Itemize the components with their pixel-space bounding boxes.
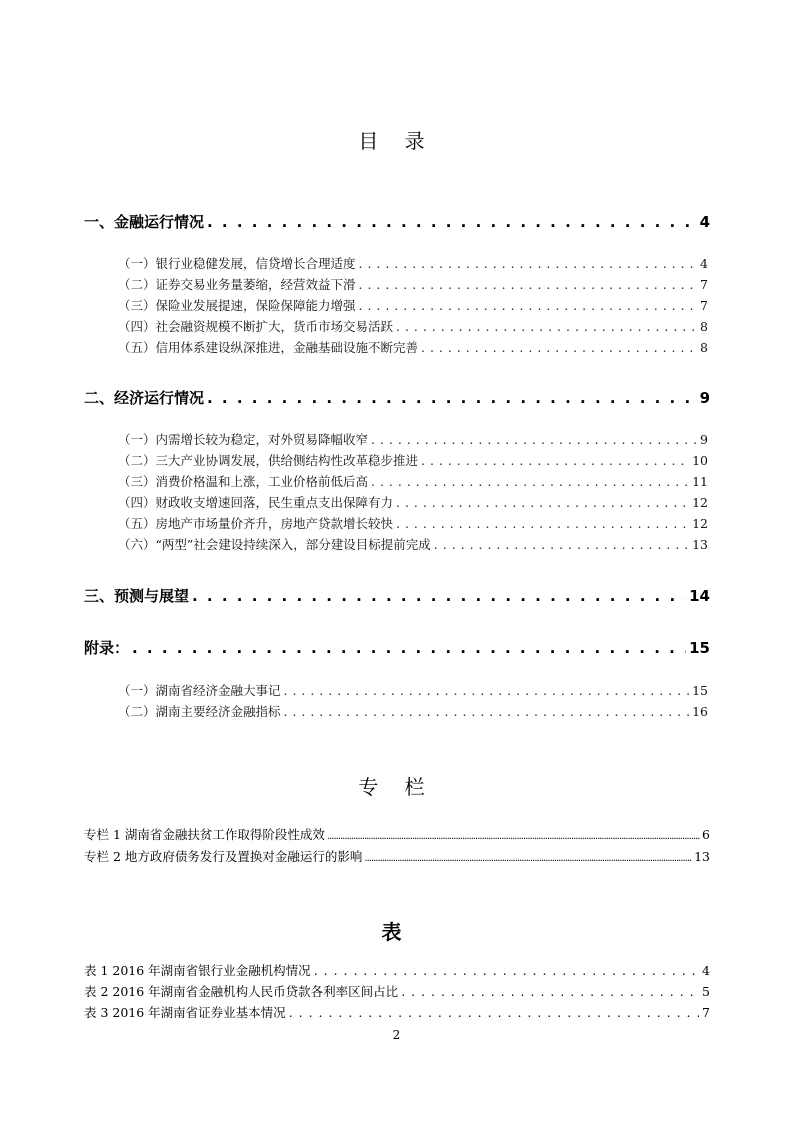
toc-section-finance[interactable]: [84, 211, 710, 231]
dot-leader: [359, 256, 698, 271]
dot-leader: [421, 453, 689, 468]
toc-item[interactable]: [118, 275, 708, 293]
section-title: 一、金融运行情况: [84, 213, 205, 231]
item-title: （三）消费价格温和上涨，工业价格前低后高: [118, 474, 369, 489]
page-number: 2: [392, 1028, 401, 1042]
item-page: 7: [700, 298, 708, 313]
dot-leader: [284, 704, 690, 719]
toc-item[interactable]: [118, 451, 708, 469]
dot-leader: [327, 827, 700, 842]
item-page: 8: [700, 340, 708, 355]
toc-item[interactable]: [118, 514, 708, 532]
item-page: 12: [692, 495, 708, 510]
item-page: 11: [692, 474, 708, 489]
dot-leader: [284, 683, 690, 698]
toc-item[interactable]: [118, 430, 708, 448]
column-entry[interactable]: [84, 847, 710, 865]
table-entry[interactable]: [84, 982, 710, 1000]
dot-leader: [359, 277, 698, 292]
toc-section-appendix[interactable]: [84, 637, 710, 657]
dot-leader: [289, 1005, 699, 1020]
dot-leader: [371, 432, 697, 447]
section-page: 14: [689, 587, 710, 605]
toc-item[interactable]: [118, 472, 708, 490]
item-page: 15: [692, 683, 708, 698]
item-title: （一）内需增长较为稳定，对外贸易降幅收窄: [118, 432, 369, 447]
dot-leader: [207, 389, 697, 407]
item-title: （二）证券交易业务量萎缩，经营效益下滑: [118, 277, 356, 292]
table-title: 表 3 2016 年湖南省证券业基本情况: [84, 1005, 286, 1020]
item-title: （六）“两型”社会建设持续深入，部分建设目标提前完成: [118, 537, 431, 552]
item-page: 10: [692, 453, 708, 468]
toc-item[interactable]: [118, 493, 708, 511]
dot-leader: [359, 298, 698, 313]
section-title: 附录：: [84, 639, 130, 657]
item-page: 13: [692, 537, 708, 552]
item-title: （二）湖南主要经济金融指标: [118, 704, 281, 719]
item-title: （五）房地产市场量价齐升，房地产贷款增长较快: [118, 516, 394, 531]
dot-leader: [396, 495, 689, 510]
toc-item[interactable]: [118, 535, 708, 553]
table-entry[interactable]: [84, 1003, 710, 1021]
toc-item[interactable]: [118, 338, 708, 356]
dot-leader: [371, 474, 689, 489]
column-title: 专栏 1 湖南省金融扶贫工作取得阶段性成效: [84, 827, 325, 842]
dot-leader: [434, 537, 689, 552]
dot-leader: [396, 516, 689, 531]
section-page: 4: [699, 213, 710, 231]
item-page: 16: [692, 704, 708, 719]
toc-title: 目 录: [358, 129, 435, 153]
section-title: 二、经济运行情况: [84, 389, 205, 407]
toc-item[interactable]: [118, 681, 708, 699]
item-title: （四）财政收支增速回落，民生重点支出保障有力: [118, 495, 394, 510]
columns-title: 专 栏: [358, 775, 435, 799]
section-page: 9: [699, 389, 710, 407]
table-page: 5: [702, 984, 710, 999]
toc-section-outlook[interactable]: [84, 585, 710, 605]
item-title: （三）保险业发展提速，保险保障能力增强: [118, 298, 356, 313]
table-page: 7: [702, 1005, 710, 1020]
table-title: 表 2 2016 年湖南省金融机构人民币贷款各利率区间占比: [84, 984, 399, 999]
toc-item[interactable]: [118, 296, 708, 314]
section-title: 三、预测与展望: [84, 587, 190, 605]
item-page: 12: [692, 516, 708, 531]
item-title: （一）银行业稳健发展，信贷增长合理适度: [118, 256, 356, 271]
toc-item[interactable]: [118, 317, 708, 335]
column-title: 专栏 2 地方政府债务发行及置换对金融运行的影响: [84, 849, 363, 864]
table-page: 4: [702, 963, 710, 978]
tables-title: 表: [381, 920, 412, 944]
table-entry[interactable]: [84, 961, 710, 979]
toc-item[interactable]: [118, 702, 708, 720]
dot-leader: [132, 639, 686, 657]
item-page: 4: [700, 256, 708, 271]
column-page: 6: [702, 827, 710, 842]
item-title: （一）湖南省经济金融大事记: [118, 683, 281, 698]
dot-leader: [421, 340, 697, 355]
dot-leader: [207, 213, 697, 231]
column-entry[interactable]: [84, 825, 710, 843]
item-page: 8: [700, 319, 708, 334]
item-title: （五）信用体系建设纵深推进，金融基础设施不断完善: [118, 340, 419, 355]
item-page: 9: [700, 432, 708, 447]
toc-item[interactable]: [118, 254, 708, 272]
dot-leader: [401, 984, 699, 999]
dot-leader: [192, 587, 686, 605]
dot-leader: [364, 849, 692, 864]
item-title: （四）社会融资规模不断扩大，货币市场交易活跃: [118, 319, 394, 334]
dot-leader: [396, 319, 697, 334]
section-page: 15: [689, 639, 710, 657]
item-title: （二）三大产业协调发展，供给侧结构性改革稳步推进: [118, 453, 419, 468]
column-page: 13: [694, 849, 710, 864]
toc-section-economy[interactable]: [84, 387, 710, 407]
table-title: 表 1 2016 年湖南省银行业金融机构情况: [84, 963, 311, 978]
item-page: 7: [700, 277, 708, 292]
dot-leader: [314, 963, 699, 978]
